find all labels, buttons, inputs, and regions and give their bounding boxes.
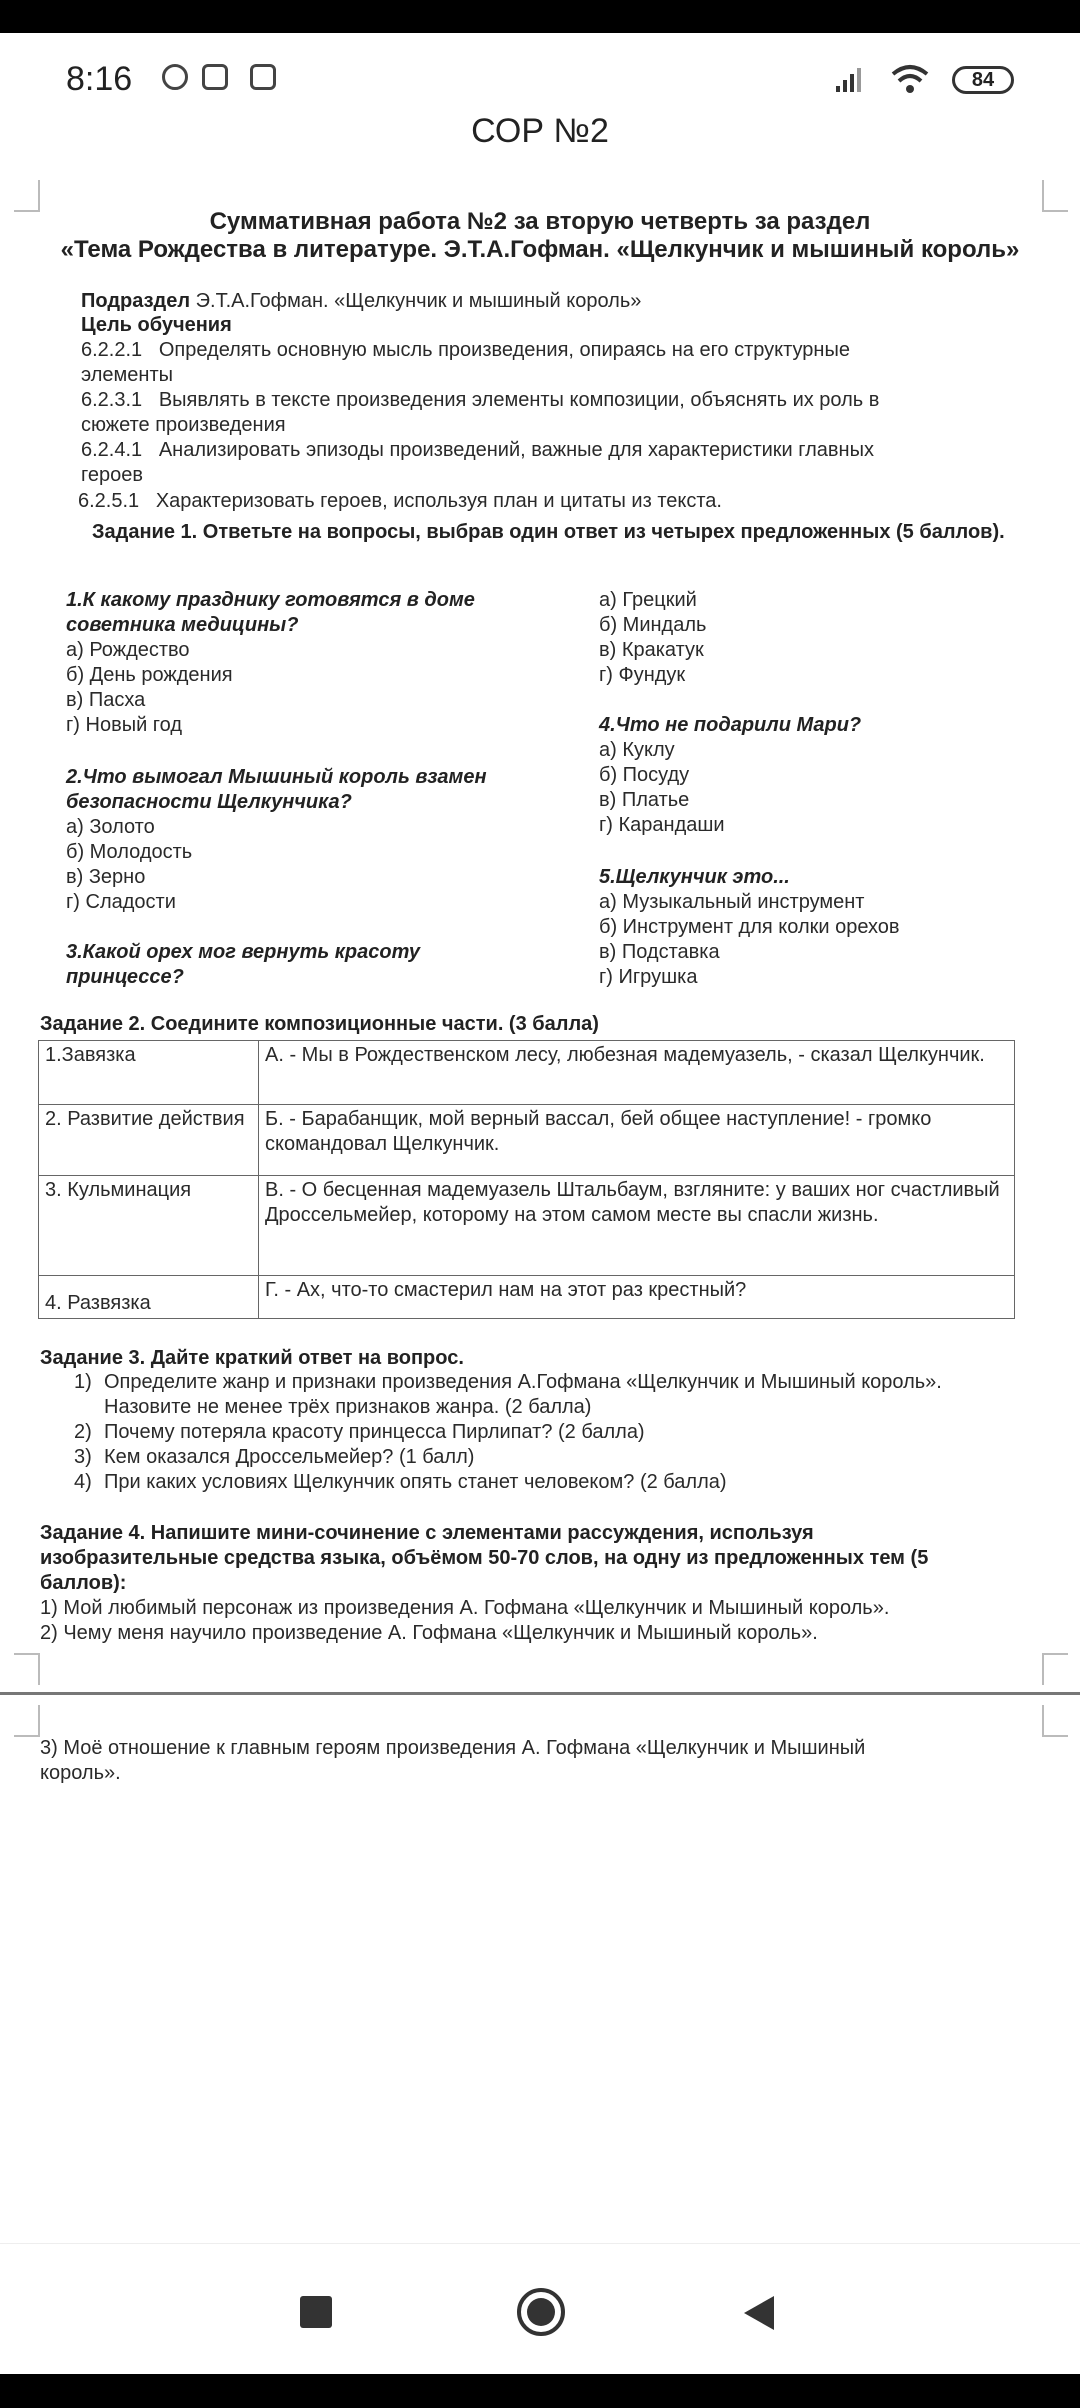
answer-option: в) Кракатук [599,639,704,661]
page-corner-mark [14,1705,40,1737]
page-corner-mark [14,1653,40,1685]
quote-cell: Г. - Ах, что-то смастерил нам на этот раз крестный? [259,1276,1015,1319]
heading-line-1: Суммативная работа №2 за вторую четверть за раздел [209,208,871,235]
instagram-icon [202,64,228,90]
goal-code: 6.2.3.1 [81,389,143,411]
page-break-divider [0,1692,1080,1695]
back-button[interactable] [740,2294,776,2332]
composition-table [38,1040,1015,1319]
answer-option: а) Золото [66,816,155,838]
home-button[interactable] [517,2288,565,2336]
subsection [81,289,641,314]
task3-item-number: 1) [74,1371,92,1393]
question-text: принцессе? [66,966,184,988]
question-text: 3.Какой орех мог вернуть красоту [66,941,421,963]
answer-option: б) Инструмент для колки орехов [599,916,900,938]
goal-text: Характеризовать героев, используя план и цитаты из текста. [155,490,722,512]
answer-option: б) Молодость [66,841,193,863]
answer-option: в) Платье [599,789,690,811]
recent-apps-button[interactable] [300,2296,332,2328]
nav-divider [0,2243,1080,2244]
table-row [39,1176,1015,1276]
task4-title: изобразительные средства языка, объёмом 50-70 слов, на одну из предложенных тем (5 [40,1547,929,1569]
status-time: 8:16 [66,60,133,98]
essay-topic: король». [40,1762,121,1784]
answer-option: в) Пасха [66,689,146,711]
question-text: 1.К какому празднику готовятся в доме [66,589,475,611]
task4-title: баллов): [40,1572,127,1594]
goal-code: 6.2.5.1 [78,490,140,512]
heading-line-2: «Тема Рождества в литературе. Э.Т.А.Гофман. «Щелкунчик и мышиный король» [60,236,1020,263]
task2-title: Задание 2. Соедините композиционные части. (3 балла) [40,1013,599,1035]
goal-label: Цель обучения [81,314,232,336]
task3-item-number: 3) [74,1446,92,1468]
question-text: 2.Что вымогал Мышиный король взамен [66,766,487,788]
quote-cell: А. - Мы в Рождественском лесу, любезная мадемуазель, - сказал Щелкунчик. [259,1041,1015,1105]
page-corner-mark [1042,1653,1068,1685]
top-black-bar [0,0,1080,33]
part-cell: 1.Завязка [39,1041,259,1105]
task4-title: Задание 4. Напишите мини-сочинение с элементами рассуждения, используя [40,1522,814,1544]
task1-title: Задание 1. Ответьте на вопросы, выбрав один ответ из четырех предложенных (5 баллов). [92,521,1005,543]
quote-cell: В. - О бесценная мадемуазель Штальбаум, взгляните: у ваших ног счастливый Дроссельмейер, которому на этом самом месте вы спасли жизнь. [259,1176,1015,1276]
goal-text-cont: сюжете произведения [81,414,286,436]
question-text: 5.Щелкунчик это... [599,866,790,888]
goal-text: Анализировать эпизоды произведений, важные для характеристики главных [158,439,874,461]
answer-option: в) Зерно [66,866,146,888]
answer-option: г) Фундук [599,664,686,686]
answer-option: б) День рождения [66,664,233,686]
question-text: 4.Что не подарили Мари? [599,714,862,736]
task3-item-number: 2) [74,1421,92,1443]
back-icon [744,2296,774,2330]
part-cell: 2. Развитие действия [39,1105,259,1176]
quote-cell: Б. - Барабанщик, мой верный вассал, бей общее наступление! - громко скомандовал Щелкунчик. [259,1105,1015,1176]
document-title: СОР №2 [471,112,609,150]
goal-text: Выявлять в тексте произведения элементы композиции, объяснять их роль в [158,389,880,411]
part-cell: 3. Кульминация [39,1176,259,1276]
page-corner-mark [1042,1705,1068,1737]
table-row [39,1041,1015,1105]
subsection-value: Э.Т.А.Гофман. «Щелкунчик и мышиный король» [195,290,642,312]
home-icon [527,2298,555,2326]
goal-item [78,489,722,514]
signal-icon [836,66,872,94]
bottom-black-bar [0,2374,1080,2408]
table-row [39,1105,1015,1176]
goal-code: 6.2.4.1 [81,439,143,461]
essay-topic: 1) Мой любимый персонаж из произведения А. Гофмана «Щелкунчик и Мышиный король». [40,1597,890,1619]
subsection-label: Подраздел [81,290,191,312]
task3-item-text: Почему потеряла красоту принцесса Пирлипат? (2 балла) [104,1421,645,1443]
part-cell: 4. Развязка [39,1276,259,1319]
answer-option: б) Посуду [599,764,690,786]
goal-text: Определять основную мысль произведения, опираясь на его структурные [158,339,850,361]
table-row [39,1276,1015,1319]
answer-option: г) Карандаши [599,814,725,836]
goal-item [81,438,874,463]
task3-item-text: При каких условиях Щелкунчик опять станет человеком? (2 балла) [104,1471,727,1493]
answer-option: а) Грецкий [599,589,697,611]
goal-text-cont: героев [81,464,143,486]
answer-option: а) Куклу [599,739,675,761]
answer-option: в) Подставка [599,941,720,963]
task3-item-text: Кем оказался Дроссельмейер? (1 балл) [104,1446,475,1468]
goal-item [81,388,879,413]
goal-item [81,338,850,363]
task3-item-text: Определите жанр и признаки произведения А.Гофмана «Щелкунчик и Мышиный король». [104,1371,942,1393]
answer-option: г) Новый год [66,714,183,736]
goal-text-cont: элементы [81,364,174,386]
answer-option: г) Сладости [66,891,176,913]
wifi-icon [890,62,930,96]
answer-option: б) Миндаль [599,614,707,636]
alarm-icon [162,64,188,90]
instagram-icon [250,64,276,90]
goal-code: 6.2.2.1 [81,339,143,361]
answer-option: а) Музыкальный инструмент [599,891,865,913]
question-text: безопасности Щелкунчика? [66,791,352,813]
task3-title: Задание 3. Дайте краткий ответ на вопрос. [40,1347,464,1369]
task3-item-text-cont: Назовите не менее трёх признаков жанра. (2 балла) [104,1396,592,1418]
task3-item-number: 4) [74,1471,92,1493]
battery-icon: 84 [952,66,1014,94]
essay-topic: 2) Чему меня научило произведение А. Гофмана «Щелкунчик и Мышиный король». [40,1622,818,1644]
essay-topic: 3) Моё отношение к главным героям произведения А. Гофмана «Щелкунчик и Мышиный [40,1737,866,1759]
answer-option: а) Рождество [66,639,190,661]
question-text: советника медицины? [66,614,299,636]
answer-option: г) Игрушка [599,966,698,988]
